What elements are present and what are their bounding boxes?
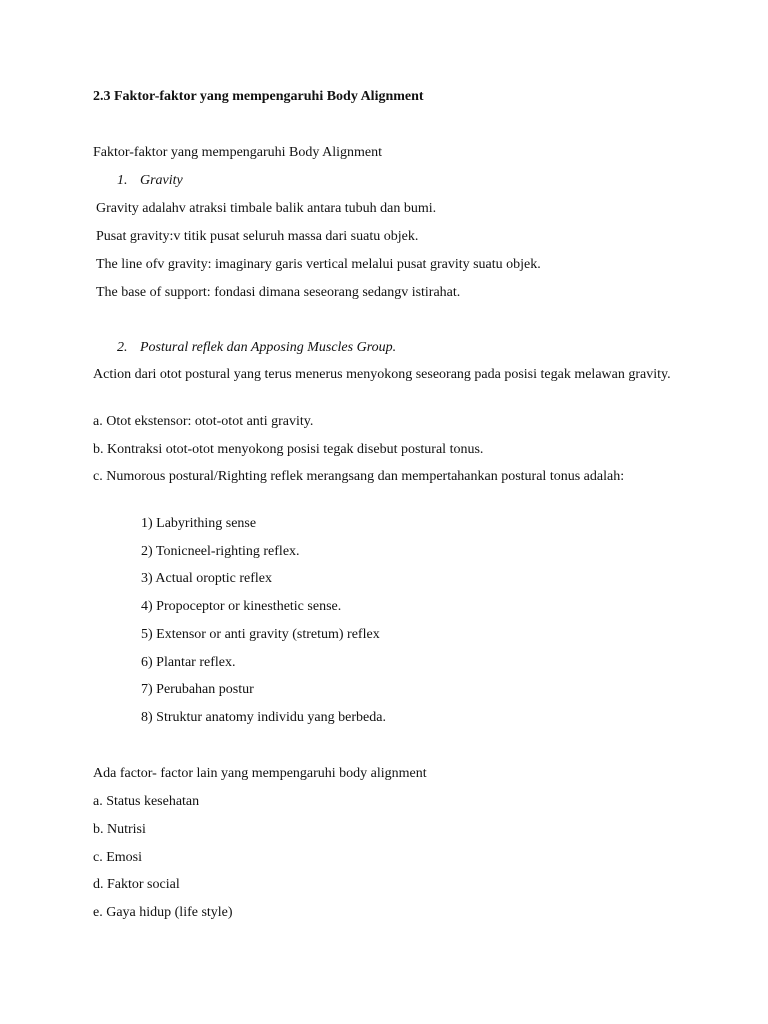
item1-number: 1. [117, 173, 128, 188]
other-factor-item: a. Status kesehatan [93, 794, 200, 809]
other-factor-item: c. Emosi [93, 850, 142, 865]
other-factors-intro: Ada factor- factor lain yang mempengaruhi body alignment [93, 766, 427, 781]
gravity-line: The line ofv gravity: imaginary garis vertical melalui pusat gravity suatu objek. [96, 257, 541, 272]
intro-line: Faktor-faktor yang mempengaruhi Body Alignment [93, 145, 382, 160]
item2-number: 2. [117, 340, 128, 355]
item1-title: Gravity [140, 173, 183, 188]
gravity-line: Gravity adalahv atraksi timbale balik antara tubuh dan bumi. [96, 201, 437, 216]
section-heading: 2.3 Faktor-faktor yang mempengaruhi Body Alignment [93, 89, 424, 104]
reflex-item: 3) Actual oroptic reflex [141, 571, 273, 586]
other-factor-item: d. Faktor social [93, 877, 180, 892]
gravity-line: The base of support: fondasi dimana seseorang sedangv istirahat. [96, 285, 461, 300]
reflex-item: 7) Perubahan postur [141, 682, 254, 697]
point-c: c. Numorous postural/Righting reflek merangsang dan mempertahankan postural tonus adalah: [93, 469, 625, 484]
reflex-item: 2) Tonicneel-righting reflex. [141, 544, 300, 559]
other-factor-item: b. Nutrisi [93, 822, 146, 837]
item2-title: Postural reflek dan Apposing Muscles Group. [140, 340, 397, 355]
reflex-item: 5) Extensor or anti gravity (stretum) reflex [141, 627, 380, 642]
point-b: b. Kontraksi otot-otot menyokong posisi tegak disebut postural tonus. [93, 442, 484, 457]
gravity-line: Pusat gravity:v titik pusat seluruh massa dari suatu objek. [96, 229, 419, 244]
point-a: a. Otot ekstensor: otot-otot anti gravity. [93, 414, 314, 429]
reflex-item: 1) Labyrithing sense [141, 516, 257, 531]
reflex-item: 6) Plantar reflex. [141, 655, 236, 670]
reflex-item: 4) Propoceptor or kinesthetic sense. [141, 599, 342, 614]
action-paragraph: Action dari otot postural yang terus menerus menyokong seseorang pada posisi tegak melawan gravity. [93, 367, 671, 382]
reflex-item: 8) Struktur anatomy individu yang berbeda. [141, 710, 386, 725]
other-factor-item: e. Gaya hidup (life style) [93, 905, 233, 920]
